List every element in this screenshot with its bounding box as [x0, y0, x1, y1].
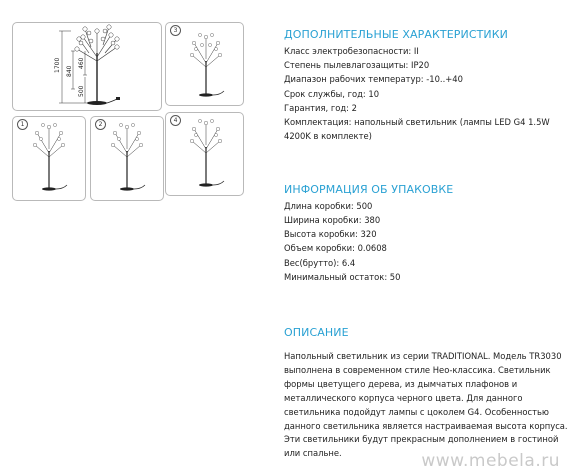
- tree-lamp-icon: [91, 117, 163, 200]
- dimension-top-height: 460: [78, 57, 85, 69]
- description-line: Эти светильники будут прекрасным дополнением в гостиной: [284, 434, 559, 445]
- packaging-title: ИНФОРМАЦИЯ ОБ УПАКОВКЕ: [284, 183, 454, 196]
- tree-lamp-icon: [13, 117, 85, 200]
- packaging-line: Высота коробки: 320: [284, 229, 377, 239]
- panel-number: 4: [170, 115, 181, 126]
- packaging-line: Объем коробки: 0.0608: [284, 243, 387, 253]
- dimension-mid-height: 840: [66, 65, 73, 77]
- description-title: ОПИСАНИЕ: [284, 326, 349, 339]
- characteristic-line: Комплектация: напольный светильник (лампы LED G4 1.5W: [284, 117, 550, 127]
- description-text: [284, 350, 566, 461]
- characteristic-line: 4200K в комплекте): [284, 131, 372, 141]
- watermark: www.mebela.ru: [421, 451, 560, 471]
- description-line: или спальне.: [284, 448, 342, 459]
- tree-lamp-icon: [166, 23, 243, 105]
- panel-number: 3: [170, 25, 181, 36]
- panel-number: 2: [95, 119, 106, 130]
- packaging-line: Вес(брутто): 6.4: [284, 258, 356, 268]
- packaging-line: Ширина коробки: 380: [284, 215, 381, 225]
- main-drawing-panel: [12, 22, 162, 111]
- description-line: формы цветущего дерева, из дымчатых плафонов и: [284, 378, 518, 389]
- characteristic-line: Диапазон рабочих температур: -10..+40: [284, 74, 463, 84]
- description-line: Напольный светильник из серии TRADITIONAL. Модель TR3030: [284, 351, 562, 361]
- characteristic-line: Срок службы, год: 10: [284, 89, 380, 99]
- packaging-line: Минимальный остаток: 50: [284, 272, 401, 282]
- characteristic-line: Гарантия, год: 2: [284, 103, 357, 113]
- tree-lamp-icon: [166, 113, 243, 195]
- characteristics-title: ДОПОЛНИТЕЛЬНЫЕ ХАРАКТЕРИСТИКИ: [284, 28, 508, 41]
- packaging-line: Длина коробки: 500: [284, 201, 373, 211]
- floor-lamp-dimension-drawing: [13, 23, 161, 110]
- description-line: светильника подойдут лампы с цоколем G4. Особенностью: [284, 406, 549, 417]
- description-line: выполнена в современном стиле Нео-классика. Светильник: [284, 364, 551, 375]
- panel-number: 1: [17, 119, 28, 130]
- variant-panel-1: [12, 116, 86, 201]
- variant-panel-2: [90, 116, 164, 201]
- dimension-total-height: 1700: [54, 57, 61, 73]
- dimension-bottom-height: 500: [78, 85, 85, 97]
- characteristic-line: Класс электробезопасности: II: [284, 46, 419, 56]
- description-line: металлического корпуса черного цвета. Для данного: [284, 392, 523, 403]
- description-line: данного светильника является настраиваемая высота корпуса.: [284, 420, 568, 431]
- characteristic-line: Степень пылевлагозащиты: IP20: [284, 60, 430, 70]
- variant-panel-4: [165, 112, 244, 196]
- variant-panel-3: [165, 22, 244, 106]
